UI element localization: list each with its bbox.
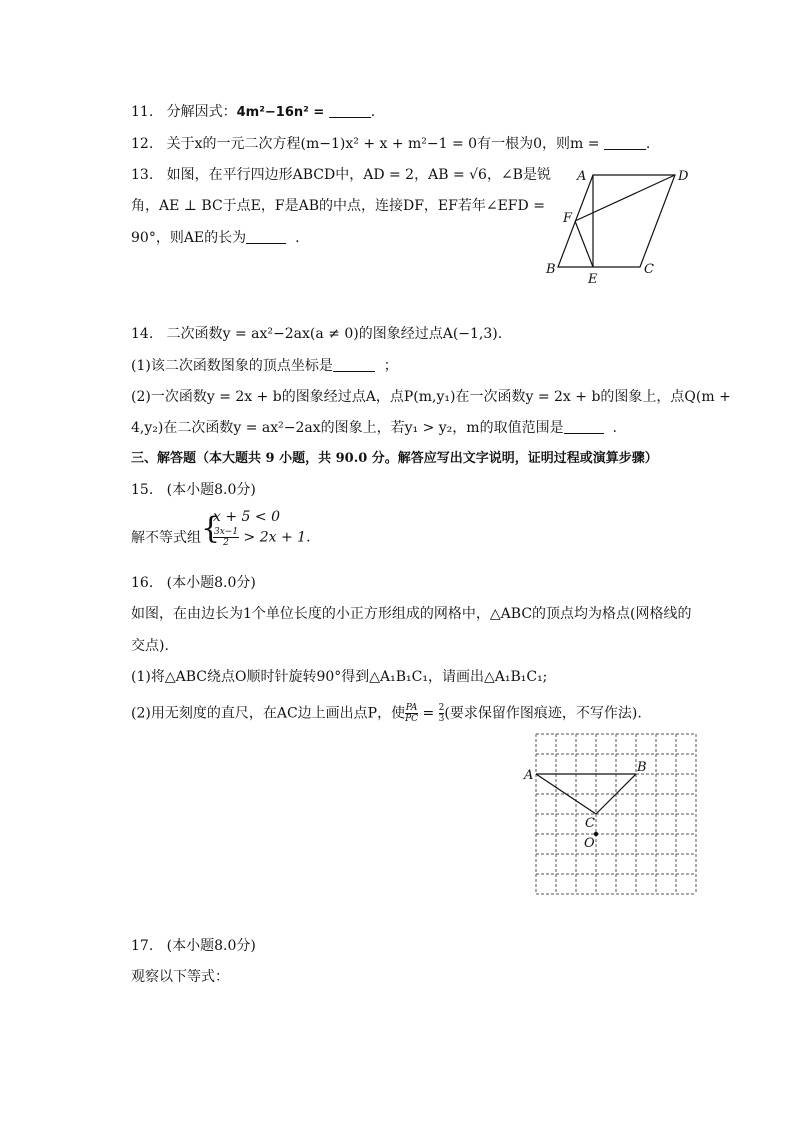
q16-fraction-pa-pc [405,703,418,724]
label-a: A [577,169,587,184]
q13-text-2: 角，AE ⊥ BC于点E，F是AB的中点，连接DF，EF若年∠EFD = [131,198,545,214]
q16-frac2-num: 2 [438,703,445,713]
q15-prefix: 解不等式组 [131,530,201,546]
q15-end: . [306,529,311,546]
q16-part1-text: (1)将△ABC绕点O顺时针旋转90°得到△A₁B₁C₁，请画出△A₁B₁C₁; [131,669,548,685]
grid-label-c: C [585,816,595,831]
q11-line [131,102,375,123]
point-o [594,832,598,836]
q14-part1-text: (1)该二次函数图象的顶点坐标是 [131,358,333,374]
q16-header [131,573,256,593]
q14-part2-text-2: 4,y₂)在二次函数y = ax²−2ax的图象上，若y₁ > y₂，m的取值范围是 [131,420,564,436]
q11-expression: 4m²−16n² = [236,105,325,120]
q12-end: . [645,136,651,152]
q17-header [131,936,256,956]
q16-text-2: 交点). [131,638,169,654]
q13-end: . [295,230,300,246]
segment-ac [536,774,596,814]
q16-part2-pre: (2)用无刻度的直尺，在AC边上画出点P，使 [131,705,406,722]
q15-frac-den: 2 [223,538,229,548]
q11-number: 11. [131,104,154,120]
q14-part2-line-1 [131,387,731,407]
label-e: E [588,272,598,287]
grid-label-a: A [524,768,534,783]
segment-bc [596,774,636,814]
q17-line-1 [131,967,229,987]
q14-part2-end: . [612,420,617,436]
label-b: B [546,262,556,277]
q16-line-2 [131,636,169,656]
q15-ineq-1: x + 5 < 0 [213,509,280,525]
q17-points: (本小题8.0分) [166,938,256,954]
q14-part2-blank[interactable] [564,419,604,434]
q14-number: 14. [131,326,154,342]
q15-frac-num: 3x−1 [214,527,239,537]
q15-points: (本小题8.0分) [166,482,256,498]
q15-header [131,480,256,500]
q15-number: 15. [131,482,154,498]
label-d: D [678,169,689,184]
q14-text-1: 二次函数y = ax²−2ax(a ≠ 0)的图象经过点A(−1,3). [166,326,503,342]
q12-line [131,134,650,154]
q12-text: 关于x的一元二次方程(m−1)x² + x + m²−1 = 0有一根为0，则m = [166,136,600,152]
q15-ineq-2 [213,527,311,548]
label-c: C [644,262,654,277]
q16-points: (本小题8.0分) [166,575,256,591]
q13-line-3 [131,228,300,248]
q11-end: . [370,104,376,120]
segment-fe [575,221,593,267]
segment-fd [575,175,675,221]
q13-text-3: 90°，则AE的长为 [131,230,247,246]
q15-brace: { [201,511,221,546]
q13-line-2 [131,196,545,216]
q13-number: 13. [131,167,154,183]
q16-text-1: 如图，在由边长为1个单位长度的小正方形组成的网格中，△ABC的顶点均为格点(网格线的 [131,606,692,622]
q14-line-1 [131,324,502,344]
q16-frac-den: PC [405,714,419,724]
q16-part2: (2)用无刻度的直尺，在AC边上画出点P，使 $\frac{PA}{PC}$ = $\frac{2}{3}$ (要求保留作图痕迹，不写作法). [131,703,642,724]
q13-answer-blank[interactable] [246,229,286,244]
grid-lines [536,734,696,894]
q16-line-1 [131,604,692,624]
q17-number: 17. [131,938,154,954]
grid-label-o: O [584,836,595,851]
q16-part2-post: (要求保留作图痕迹，不写作法). [444,705,642,722]
q12-number: 12. [131,136,154,152]
q13-text-1: 如图，在平行四边形ABCD中，AD = 2，AB = √6，∠B是锐 [166,167,551,183]
q13-line-1 [131,165,551,185]
q16-part1 [131,667,547,687]
label-f: F [563,211,573,226]
section-3-title: 三、解答题（本大题共 9 小题，共 90.0 分。解答应写出文字说明，证明过程或演算步骤） [131,451,658,466]
q11-prefix: 分解因式： [166,104,237,120]
q14-part2-text-1: (2)一次函数y = 2x + b的图象经过点A，点P(m,y₁)在一次函数y = 2x + b的图象上，点Q(m + [131,389,731,405]
q16-number: 16. [131,575,154,591]
q14-part1-end: ； [383,358,398,374]
q14-part2-line-2 [131,418,617,438]
q11-answer-blank[interactable] [329,103,371,118]
q16-frac2-den: 3 [438,714,445,724]
q16-frac-num: PA [405,703,418,713]
q12-answer-blank[interactable] [604,135,646,150]
parallelogram-abcd [558,175,675,267]
q14-part1 [131,356,398,376]
q17-text-1: 观察以下等式： [131,969,229,985]
q14-part1-blank[interactable] [333,357,375,372]
grid-label-b: B [637,760,647,775]
q15-ineq-2-rest: > 2x + 1 [243,529,307,546]
